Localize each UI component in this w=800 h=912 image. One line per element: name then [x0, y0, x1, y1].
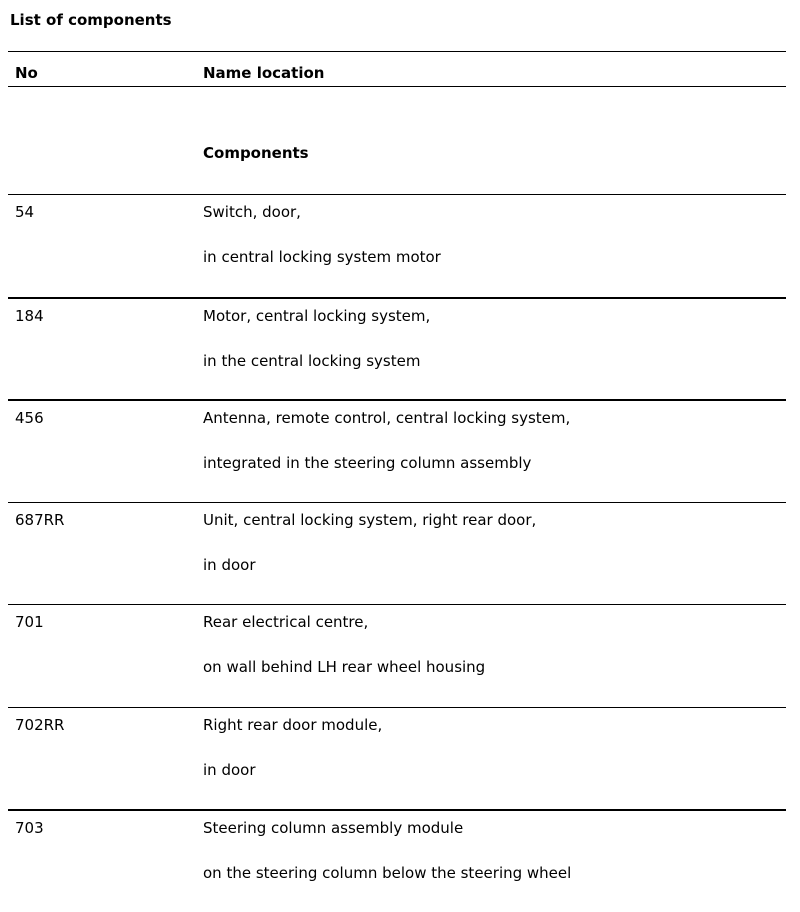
row-location: in door [203, 760, 256, 779]
row-number: 687RR [15, 510, 65, 529]
row-name: Rear electrical centre, [203, 613, 369, 631]
row-location: on wall behind LH rear wheel housing [203, 658, 486, 676]
row-location: on the steering column below the steering wheel [203, 864, 572, 882]
page-title: List of components [10, 11, 172, 29]
table-row [8, 297, 786, 400]
row-name: Steering column assembly module [203, 819, 464, 837]
table-row [8, 809, 786, 912]
row-name: Switch, door, [203, 203, 301, 221]
table-row [8, 502, 786, 605]
table-header [8, 51, 786, 87]
row-number: 703 [15, 819, 44, 837]
table-row [8, 604, 786, 707]
table-row [8, 399, 786, 502]
row-name: Antenna, remote control, central locking system, [203, 409, 571, 427]
row-location: in central locking system motor [203, 248, 441, 266]
components-table [8, 51, 786, 912]
row-location: in the central locking system [203, 351, 421, 370]
row-number: 701 [15, 613, 44, 631]
row-number: 456 [15, 409, 44, 427]
table-row [8, 194, 786, 297]
row-location: in door [203, 555, 256, 574]
row-number: 184 [15, 306, 44, 325]
row-number: 702RR [15, 715, 65, 734]
row-number: 54 [15, 203, 35, 221]
row-name: Motor, central locking system, [203, 306, 431, 325]
section-header [8, 87, 786, 194]
row-location: integrated in the steering column assembly [203, 454, 532, 472]
row-name: Unit, central locking system, right rear door, [203, 510, 537, 529]
row-name: Right rear door module, [203, 715, 383, 734]
section-label-components: Components [203, 144, 309, 162]
header-name-location: Name location [203, 64, 325, 82]
header-no: No [15, 64, 38, 82]
table-row [8, 707, 786, 810]
